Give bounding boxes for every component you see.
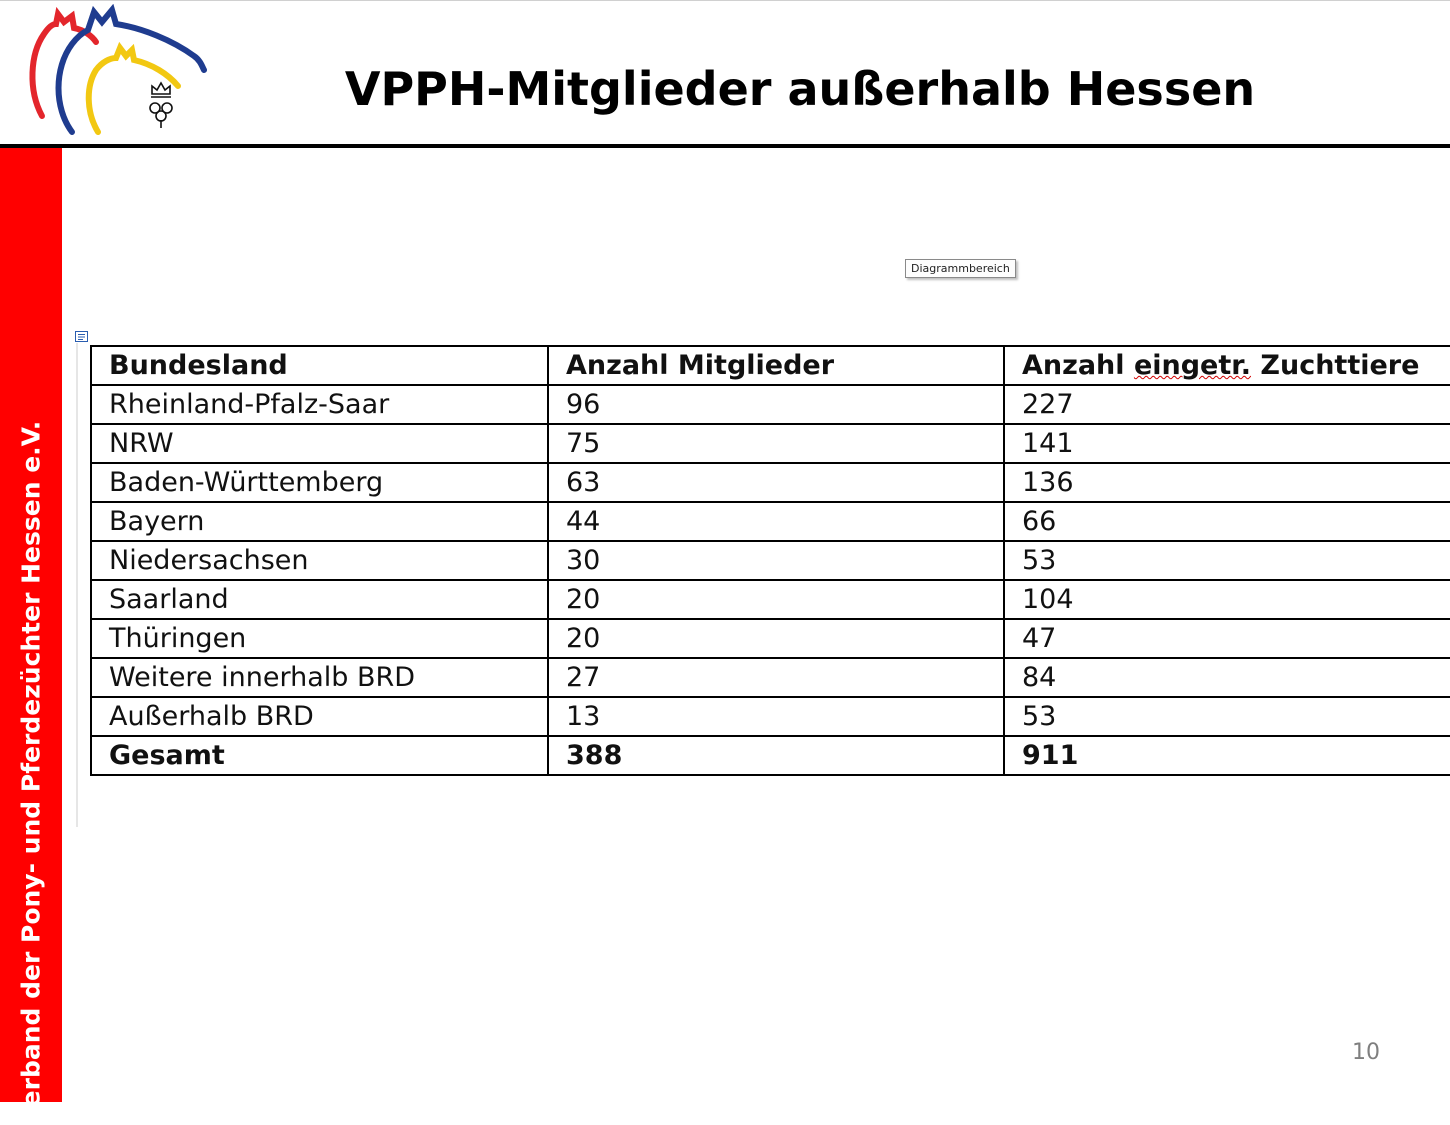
sidebar-band (0, 148, 62, 1125)
cell-members: 63 (548, 463, 1004, 502)
cell-members: 75 (548, 424, 1004, 463)
table-row (91, 502, 1450, 541)
cell-state: Rheinland-Pfalz-Saar (91, 385, 548, 424)
cell-animals: 227 (1004, 385, 1450, 424)
header-animals-spellcheck-word: eingetr. (1133, 350, 1251, 381)
total-animals: 911 (1004, 736, 1450, 775)
cell-animals: 84 (1004, 658, 1450, 697)
crown-shamrock-icon (150, 83, 172, 128)
cell-animals: 47 (1004, 619, 1450, 658)
cell-state: Niedersachsen (91, 541, 548, 580)
total-state: Gesamt (91, 736, 548, 775)
cell-state: Bayern (91, 502, 548, 541)
table-move-handle-icon[interactable] (75, 331, 88, 342)
cell-members: 30 (548, 541, 1004, 580)
cell-animals: 136 (1004, 463, 1450, 502)
cell-state: Außerhalb BRD (91, 697, 548, 736)
cell-members: 96 (548, 385, 1004, 424)
table-header-row (91, 346, 1450, 385)
table-row (91, 385, 1450, 424)
horse-logo (22, 4, 212, 138)
cell-members: 44 (548, 502, 1004, 541)
cell-members: 20 (548, 619, 1004, 658)
cell-animals: 104 (1004, 580, 1450, 619)
cell-members: 20 (548, 580, 1004, 619)
cell-animals: 141 (1004, 424, 1450, 463)
cell-state: Saarland (91, 580, 548, 619)
slide-title: VPPH-Mitglieder außerhalb Hessen (344, 62, 1256, 116)
table-row (91, 463, 1450, 502)
members-table (90, 345, 1450, 776)
cell-animals: 53 (1004, 541, 1450, 580)
top-border (0, 0, 1450, 1)
table-total-row (91, 736, 1450, 775)
cell-animals: 66 (1004, 502, 1450, 541)
cell-members: 27 (548, 658, 1004, 697)
table-row (91, 580, 1450, 619)
cell-state: NRW (91, 424, 548, 463)
header-animals-part3: Zuchttiere (1251, 350, 1420, 381)
cell-state: Baden-Württemberg (91, 463, 548, 502)
page-number: 10 (1352, 1040, 1380, 1065)
header-members: Anzahl Mitglieder (548, 346, 1004, 385)
header-state: Bundesland (91, 346, 548, 385)
table-row (91, 658, 1450, 697)
total-members: 388 (548, 736, 1004, 775)
table-row (91, 619, 1450, 658)
cell-state: Thüringen (91, 619, 548, 658)
header-animals-part1: Anzahl (1022, 350, 1134, 381)
cell-members: 13 (548, 697, 1004, 736)
table-row (91, 697, 1450, 736)
header-animals (1004, 346, 1450, 385)
table-row (91, 424, 1450, 463)
table-row (91, 541, 1450, 580)
chart-area-tooltip: Diagrammbereich (905, 259, 1016, 278)
cell-animals: 53 (1004, 697, 1450, 736)
object-frame-edge (76, 343, 78, 827)
header-rule (0, 144, 1450, 148)
sidebar-organization-label: Verband der Pony- und Pferdezüchter Hessen e.V. (16, 420, 46, 1125)
cell-state: Weitere innerhalb BRD (91, 658, 548, 697)
